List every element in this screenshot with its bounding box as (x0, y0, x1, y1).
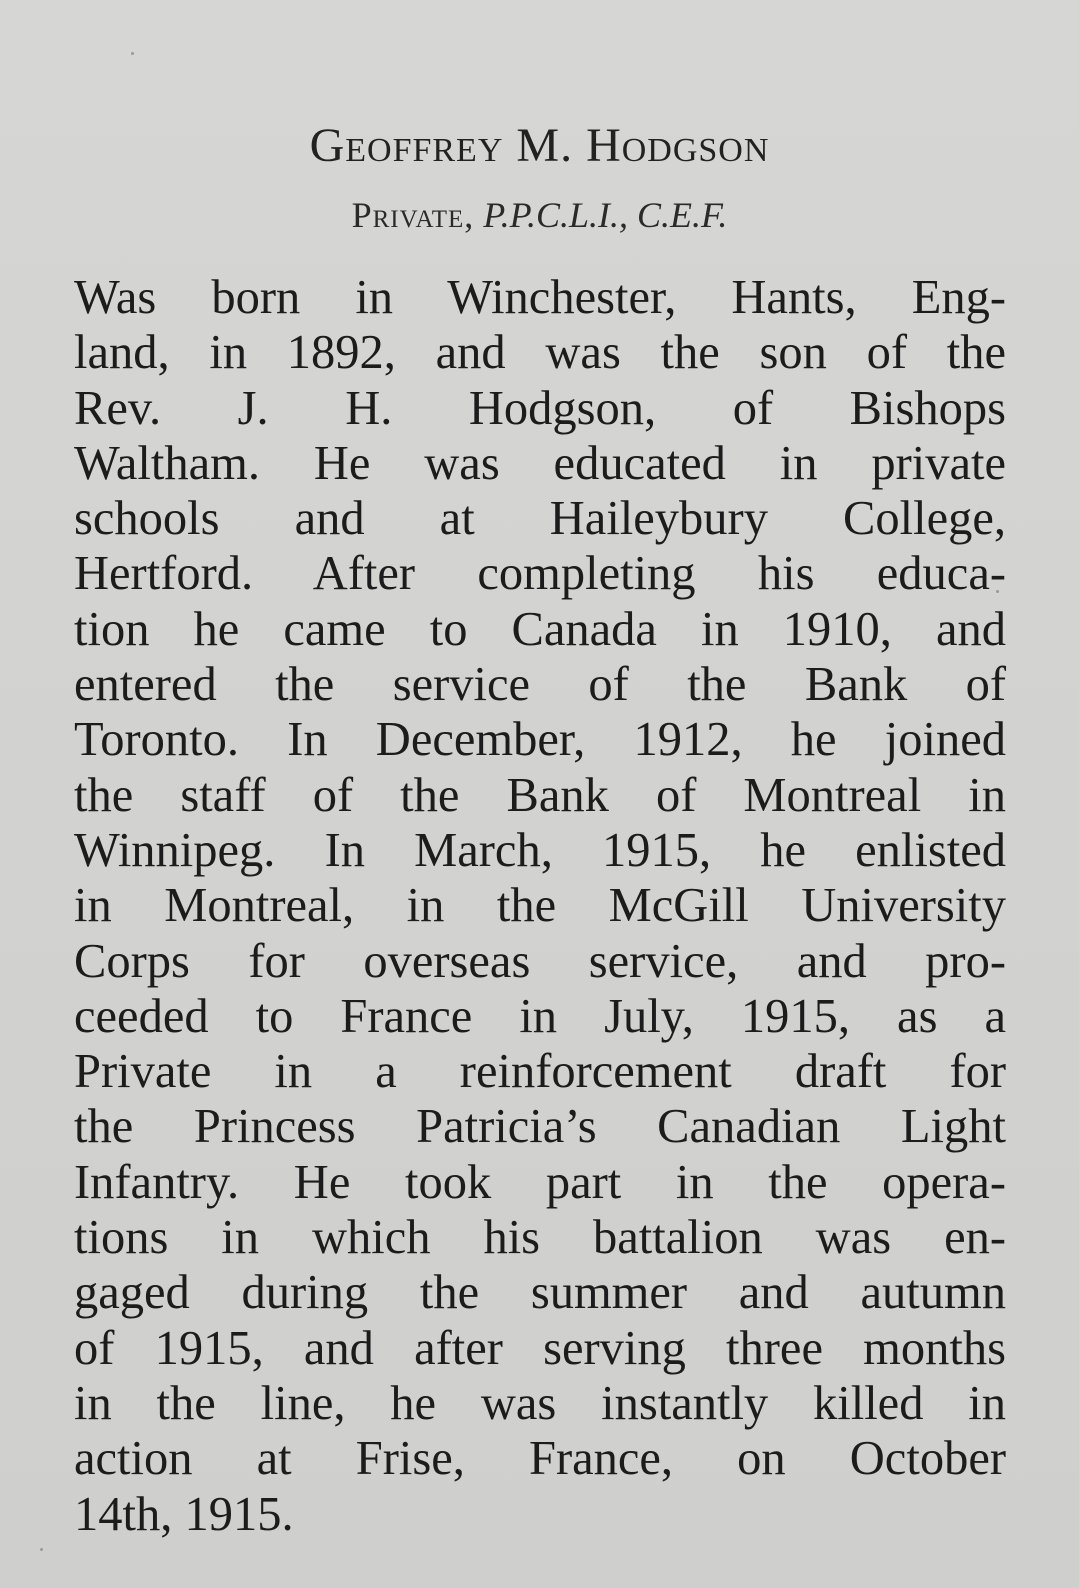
paper-speck (40, 1548, 43, 1551)
text-line: Corps for overseas service, and pro- (74, 934, 1006, 988)
text-line: tions in which his battalion was en- (74, 1211, 1006, 1265)
text-line: Toronto. In December, 1912, he joined (74, 713, 1006, 767)
text-line: action at Frise, France, on October (74, 1432, 1006, 1486)
text-line: ceeded to France in July, 1915, as a (74, 989, 1006, 1043)
text-line: Waltham. He was educated in private (74, 436, 1006, 490)
text-line: the Princess Patricia’s Canadian Light (74, 1100, 1006, 1154)
text-line: tion he came to Canada in 1910, and (74, 602, 1006, 656)
text-line: Hertford. After completing his educa- (74, 547, 1006, 601)
unit-label: P.P.C.L.I., C.E.F. (483, 195, 728, 235)
text-line: entered the service of the Bank of (74, 658, 1006, 712)
text-line: Infantry. He took part in the opera- (74, 1155, 1006, 1209)
text-line: in the line, he was instantly killed in (74, 1376, 1006, 1430)
text-line: 14th, 1915. (74, 1487, 294, 1541)
paper-speck (131, 52, 134, 55)
text-line: Was born in Winchester, Hants, Eng- (74, 271, 1006, 324)
text-line: schools and at Haileybury College, (74, 492, 1006, 546)
biography-paragraph (74, 270, 1006, 1542)
text-line: the staff of the Bank of Montreal in (74, 768, 1006, 822)
text-line: Private in a reinforcement draft for (74, 1045, 1006, 1099)
text-line: of 1915, and after serving three months (74, 1321, 1006, 1375)
rank-and-unit (0, 193, 1079, 237)
text-line: land, in 1892, and was the son of the (74, 326, 1006, 380)
text-line: gaged during the summer and autumn (74, 1266, 1006, 1320)
text-line: Winnipeg. In March, 1915, he enlisted (74, 823, 1006, 877)
text-line: Rev. J. H. Hodgson, of Bishops (74, 381, 1006, 435)
text-line: in Montreal, in the McGill University (74, 879, 1006, 933)
rank-label: Private, (351, 195, 475, 235)
person-name-heading: Geoffrey M. Hodgson (309, 119, 770, 172)
